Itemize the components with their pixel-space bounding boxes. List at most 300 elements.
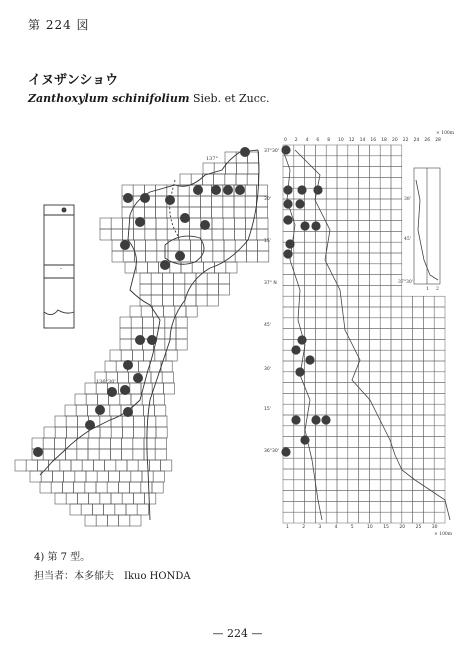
- grid-cell: [110, 405, 121, 416]
- grid-cell: [122, 449, 133, 460]
- grid-cell: [145, 229, 156, 240]
- grid-cell: [167, 218, 178, 229]
- count-grid-cell: [283, 167, 294, 178]
- count-grid-cell: [315, 480, 326, 491]
- count-unit-label: × 100m: [436, 131, 455, 136]
- count-grid-cell: [423, 383, 434, 394]
- count-grid-cell: [380, 491, 391, 502]
- count-grid-cell: [359, 167, 370, 178]
- count-grid-cell: [359, 437, 370, 448]
- count-grid-cell: [305, 393, 316, 404]
- count-grid-cell: [326, 350, 337, 361]
- count-grid-cell: [359, 318, 370, 329]
- count-grid-cell: [348, 285, 359, 296]
- count-grid-cell: [413, 329, 424, 340]
- count-grid-cell: [294, 447, 305, 458]
- grid-cell: [156, 229, 167, 240]
- grid-cell: [123, 251, 134, 262]
- latitude-label: 15': [264, 407, 271, 412]
- grid-cell: [162, 372, 173, 383]
- grid-cell: [86, 471, 97, 482]
- count-grid-cell: [326, 318, 337, 329]
- count-grid-cell: [391, 177, 402, 188]
- count-grid-cell: [294, 491, 305, 502]
- count-grid-cell: [359, 177, 370, 188]
- grid-cell: [130, 482, 141, 493]
- grid-cell: [156, 185, 167, 196]
- grid-cell: [122, 207, 133, 218]
- type-note: 4) 第 7 型。: [34, 552, 91, 563]
- count-grid-cell: [326, 339, 337, 350]
- count-grid-cell: [315, 275, 326, 286]
- grid-cell: [223, 207, 234, 218]
- altitude-count-ticks: [284, 137, 441, 530]
- occurrence-dot: [133, 373, 143, 383]
- grid-cell: [133, 449, 144, 460]
- bottom-tick-label: 30: [431, 525, 438, 530]
- count-grid-cell: [402, 296, 413, 307]
- count-grid-cell: [294, 231, 305, 242]
- count-grid-cell: [326, 383, 337, 394]
- count-grid-cell: [434, 383, 445, 394]
- count-grid-cell: [369, 199, 380, 210]
- count-grid-cell: [359, 393, 370, 404]
- occurrence-dot: [175, 251, 185, 261]
- grid-cell: [246, 218, 257, 229]
- count-grid-cell: [391, 437, 402, 448]
- occurrence-dot: [140, 193, 150, 203]
- count-grid-cell: [326, 307, 337, 318]
- count-grid-cell: [283, 361, 294, 372]
- count-grid-cell: [391, 404, 402, 415]
- count-grid-cell: [359, 480, 370, 491]
- grid-cell: [161, 460, 172, 471]
- count-grid-cell: [391, 167, 402, 178]
- altitude-dot: [281, 447, 290, 456]
- grid-cell: [55, 427, 66, 438]
- count-grid-cell: [391, 393, 402, 404]
- grid-cell: [149, 460, 160, 471]
- count-grid-cell: [294, 253, 305, 264]
- count-grid-cell: [315, 264, 326, 275]
- count-grid-cell: [315, 231, 326, 242]
- count-grid-cell: [359, 296, 370, 307]
- count-grid-cell: [348, 383, 359, 394]
- count-grid-cell: [380, 361, 391, 372]
- grid-cell: [246, 251, 257, 262]
- count-grid-cell: [348, 437, 359, 448]
- grid-cell: [43, 449, 54, 460]
- grid-cell: [155, 438, 166, 449]
- count-grid-cell: [294, 480, 305, 491]
- count-grid-cell: [402, 404, 413, 415]
- count-grid-cell: [283, 296, 294, 307]
- count-tick-label: 22: [402, 138, 409, 143]
- count-grid-cell: [283, 480, 294, 491]
- count-grid-cell: [402, 329, 413, 340]
- count-grid-cell: [391, 415, 402, 426]
- count-grid-cell: [326, 253, 337, 264]
- bottom-tick-label: 1: [286, 525, 289, 530]
- count-grid-cell: [391, 210, 402, 221]
- grid-cell: [157, 240, 168, 251]
- count-grid-cell: [326, 285, 337, 296]
- grid-cell: [152, 482, 163, 493]
- altitude-dot: [291, 345, 300, 354]
- count-grid-cell: [413, 415, 424, 426]
- grid-cell: [110, 449, 121, 460]
- count-grid-cell: [348, 253, 359, 264]
- grid-cell: [213, 240, 224, 251]
- grid-cell: [99, 438, 110, 449]
- count-grid-cell: [348, 480, 359, 491]
- grid-cell: [116, 460, 127, 471]
- count-grid-cell: [315, 285, 326, 296]
- count-grid-cell: [348, 350, 359, 361]
- grid-cell: [54, 438, 65, 449]
- grid-cell: [151, 284, 162, 295]
- grid-cell: [185, 284, 196, 295]
- count-grid-cell: [359, 253, 370, 264]
- count-grid-cell: [402, 339, 413, 350]
- grid-cell: [122, 416, 133, 427]
- grid-cell: [214, 163, 225, 174]
- grid-cell: [156, 218, 167, 229]
- longitude-label: 137°: [206, 156, 219, 162]
- count-grid-cell: [337, 361, 348, 372]
- count-grid-cell: [294, 210, 305, 221]
- count-grid-cell: [326, 437, 337, 448]
- grid-cell: [65, 405, 76, 416]
- count-grid-cell: [305, 458, 316, 469]
- grid-cell: [190, 251, 201, 262]
- occurrence-dot: [160, 260, 170, 270]
- grid-cell: [225, 174, 236, 185]
- count-grid-cell: [315, 501, 326, 512]
- inset-frame: [44, 205, 74, 328]
- count-grid-cell: [369, 501, 380, 512]
- count-grid-cell: [423, 339, 434, 350]
- count-grid-cell: [369, 296, 380, 307]
- count-grid-cell: [348, 361, 359, 372]
- grid-cell: [43, 438, 54, 449]
- grid-cell: [51, 482, 62, 493]
- count-grid-cell: [283, 285, 294, 296]
- grid-cell: [144, 449, 155, 460]
- grid-cell: [88, 449, 99, 460]
- grid-cell: [164, 306, 175, 317]
- grid-cell: [136, 262, 147, 273]
- count-grid-cell: [402, 426, 413, 437]
- count-grid-cell: [380, 329, 391, 340]
- count-grid-cell: [380, 350, 391, 361]
- occurrence-dot: [180, 213, 190, 223]
- grid-cell: [176, 339, 187, 350]
- count-grid-cell: [369, 167, 380, 178]
- grid-cell: [52, 471, 63, 482]
- latitude-label: 30': [264, 367, 271, 372]
- count-grid-cell: [283, 393, 294, 404]
- inset-marker: [62, 208, 66, 212]
- grid-cell: [190, 229, 201, 240]
- count-grid-cell: [315, 361, 326, 372]
- occurrence-dot: [223, 185, 233, 195]
- count-grid-cell: [305, 491, 316, 502]
- count-grid-cell: [337, 275, 348, 286]
- count-grid-cell: [337, 437, 348, 448]
- bottom-tick-label: 20: [399, 525, 406, 530]
- grid-cell: [76, 405, 87, 416]
- count-grid-cell: [402, 447, 413, 458]
- grid-cell: [175, 306, 186, 317]
- count-grid-cell: [434, 393, 445, 404]
- count-grid-cell: [315, 145, 326, 156]
- count-grid-cell: [380, 501, 391, 512]
- grid-cell: [176, 328, 187, 339]
- latitude-label: 37°30': [264, 149, 279, 154]
- count-grid-cell: [369, 372, 380, 383]
- count-grid-cell: [413, 437, 424, 448]
- count-grid-cell: [337, 393, 348, 404]
- count-grid-cell: [423, 372, 434, 383]
- grid-cell: [100, 427, 111, 438]
- count-grid-cell: [294, 242, 305, 253]
- count-grid-cell: [326, 393, 337, 404]
- count-grid-cell: [391, 339, 402, 350]
- count-grid-cell: [348, 231, 359, 242]
- grid-cell: [145, 416, 156, 427]
- count-grid-cell: [391, 350, 402, 361]
- grid-cell: [122, 427, 133, 438]
- grid-cell: [162, 284, 173, 295]
- count-tick-label: 0: [284, 138, 287, 143]
- count-grid-cell: [369, 210, 380, 221]
- inset-coast: [44, 310, 74, 315]
- count-grid-cell: [359, 231, 370, 242]
- altitude-dot: [285, 239, 294, 248]
- count-grid-cell: [391, 329, 402, 340]
- count-grid-cell: [413, 512, 424, 523]
- count-grid-cell: [402, 383, 413, 394]
- count-grid-cell: [434, 458, 445, 469]
- grid-cell: [100, 218, 111, 229]
- count-grid-cell: [434, 447, 445, 458]
- latitude-label: 37° N: [264, 281, 277, 286]
- count-grid-cell: [423, 329, 434, 340]
- count-grid-cell: [402, 480, 413, 491]
- grid-cell: [162, 273, 173, 284]
- count-grid-cell: [348, 318, 359, 329]
- count-grid-cell: [359, 491, 370, 502]
- count-grid-cell: [337, 339, 348, 350]
- occurrence-dot: [123, 360, 133, 370]
- count-grid-cell: [326, 210, 337, 221]
- count-grid-cell: [305, 253, 316, 264]
- count-grid-cell: [326, 372, 337, 383]
- grid-cell: [224, 240, 235, 251]
- grid-cell: [82, 460, 93, 471]
- count-grid-cell: [283, 329, 294, 340]
- count-grid-cell: [305, 275, 316, 286]
- grid-cell: [15, 460, 26, 471]
- latitude-label: 30': [264, 197, 271, 202]
- grid-cell: [235, 251, 246, 262]
- count-grid-cell: [359, 199, 370, 210]
- count-grid-cell: [326, 458, 337, 469]
- count-grid-cell: [326, 447, 337, 458]
- count-grid-cell: [359, 426, 370, 437]
- author-note: 担当者：本多郁夫 Ikuo HONDA: [34, 571, 191, 582]
- count-grid-cell: [369, 383, 380, 394]
- altitude-dot: [297, 185, 306, 194]
- count-grid-cell: [402, 415, 413, 426]
- count-grid-cell: [359, 415, 370, 426]
- count-grid-cell: [434, 426, 445, 437]
- count-grid-cell: [402, 501, 413, 512]
- count-grid-cell: [434, 318, 445, 329]
- grid-cell: [134, 229, 145, 240]
- count-grid-cell: [423, 350, 434, 361]
- grid-cell: [145, 218, 156, 229]
- count-grid-cell: [413, 426, 424, 437]
- grid-cell: [117, 372, 128, 383]
- grid-cell: [234, 207, 245, 218]
- count-grid-cell: [348, 415, 359, 426]
- occurrence-dot: [107, 387, 117, 397]
- count-grid-cell: [337, 426, 348, 437]
- occurrence-dot: [193, 185, 203, 195]
- altitude-dot: [281, 145, 290, 154]
- altitude-latitude-labels: [264, 148, 279, 454]
- latitude-label: 45': [264, 323, 271, 328]
- count-grid-cell: [413, 296, 424, 307]
- count-grid-cell: [391, 458, 402, 469]
- occurrence-dot: [123, 407, 133, 417]
- count-grid-cell: [391, 253, 402, 264]
- grid-cell: [74, 482, 85, 493]
- count-grid-cell: [369, 361, 380, 372]
- count-grid-cell: [413, 339, 424, 350]
- grid-cell: [235, 240, 246, 251]
- count-grid-cell: [326, 329, 337, 340]
- count-grid-cell: [315, 447, 326, 458]
- grid-cell: [212, 218, 223, 229]
- count-tick-label: 28: [435, 138, 441, 143]
- count-grid-cell: [315, 156, 326, 167]
- count-tick-label: 10: [338, 138, 344, 143]
- occurrence-dot: [120, 240, 130, 250]
- count-grid-cell: [413, 318, 424, 329]
- grid-cell: [234, 218, 245, 229]
- count-grid-cell: [413, 469, 424, 480]
- grid-cell: [190, 218, 201, 229]
- count-tick-label: 6: [316, 138, 320, 143]
- bottom-tick-label: 10: [367, 525, 373, 530]
- count-grid-cell: [348, 512, 359, 523]
- grid-cell: [185, 295, 196, 306]
- count-grid-cell: [380, 296, 391, 307]
- bottom-tick-label: 4: [334, 525, 338, 530]
- occurrence-dot: [240, 147, 250, 157]
- count-grid-cell: [305, 285, 316, 296]
- count-grid-cell: [348, 242, 359, 253]
- count-grid-cell: [337, 145, 348, 156]
- grid-cell: [236, 174, 247, 185]
- count-grid-cell: [305, 501, 316, 512]
- grid-cell: [212, 207, 223, 218]
- count-grid-cell: [337, 383, 348, 394]
- altitude-dot: [283, 215, 292, 224]
- count-grid-cell: [294, 512, 305, 523]
- grid-cell: [234, 196, 245, 207]
- grid-cell: [218, 284, 229, 295]
- grid-cell: [156, 416, 167, 427]
- grid-cell: [141, 306, 152, 317]
- count-grid-cell: [305, 242, 316, 253]
- grid-cell: [111, 218, 122, 229]
- count-grid-cell: [434, 372, 445, 383]
- count-grid-cell: [337, 447, 348, 458]
- grid-cell: [104, 504, 115, 515]
- count-grid-cell: [391, 491, 402, 502]
- count-grid-cell: [326, 145, 337, 156]
- grid-cell: [66, 427, 77, 438]
- count-grid-cell: [305, 372, 316, 383]
- count-grid-cell: [337, 296, 348, 307]
- grid-cell: [162, 295, 173, 306]
- count-grid-cell: [413, 372, 424, 383]
- count-grid-cell: [348, 296, 359, 307]
- count-grid-cell: [413, 458, 424, 469]
- grid-cell: [178, 229, 189, 240]
- grid-cell: [108, 471, 119, 482]
- count-grid-cell: [359, 383, 370, 394]
- grid-cell: [97, 471, 108, 482]
- grid-cell: [142, 471, 153, 482]
- count-grid-cell: [380, 221, 391, 232]
- count-grid-cell: [348, 188, 359, 199]
- count-grid-cell: [413, 393, 424, 404]
- count-grid-cell: [305, 177, 316, 188]
- grid-cell: [133, 207, 144, 218]
- grid-cell: [156, 196, 167, 207]
- count-grid-cell: [434, 350, 445, 361]
- count-grid-cell: [423, 458, 434, 469]
- count-grid-cell: [369, 275, 380, 286]
- grid-cell: [178, 196, 189, 207]
- count-grid-cell: [369, 307, 380, 318]
- count-grid-cell: [380, 253, 391, 264]
- count-grid-cell: [294, 426, 305, 437]
- count-grid-cell: [380, 210, 391, 221]
- count-grid-cell: [315, 372, 326, 383]
- grid-cell: [85, 383, 96, 394]
- grid-cell: [131, 471, 142, 482]
- grid-cell: [40, 482, 51, 493]
- count-grid-cell: [337, 512, 348, 523]
- count-grid-cell: [315, 404, 326, 415]
- longitude-label: 136°30': [96, 379, 116, 385]
- count-grid-cell: [423, 469, 434, 480]
- count-grid-cell: [348, 339, 359, 350]
- figure-label: 第 224 図: [28, 18, 90, 32]
- count-grid-cell: [369, 469, 380, 480]
- occurrence-dot: [235, 185, 245, 195]
- count-grid-cell: [359, 242, 370, 253]
- count-grid-cell: [391, 426, 402, 437]
- grid-cell: [163, 383, 174, 394]
- grid-cell: [218, 273, 229, 284]
